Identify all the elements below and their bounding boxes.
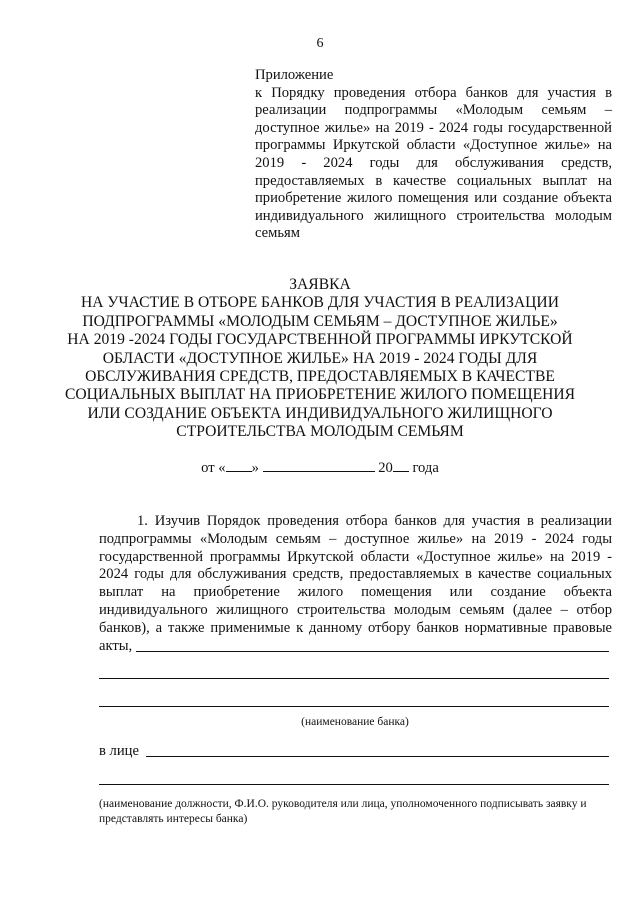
date-suffix: года [412,460,439,476]
document-title [60,276,580,442]
bank-name-caption: (наименование банка) [301,716,409,728]
position-caption: (наименование должности, Ф.И.О. руководителя или лица, уполномоченного подписывать заявку и представлять интересы банка) [99,798,587,825]
title-line: НА 2019 -2024 ГОДЫ ГОСУДАРСТВЕННОЙ ПРОГРАММЫ ИРКУТСКОЙ [67,331,573,349]
month-field[interactable] [263,457,375,472]
represented-by-label: в лице [99,743,139,759]
date-line [0,457,640,477]
appendix-heading: Приложение [255,67,334,83]
bank-name-line-1[interactable] [99,678,609,679]
title-line: ЗАЯВКА [289,276,351,293]
title-line: СТРОИТЕЛЬСТВА МОЛОДЫМ СЕМЬЯМ [176,423,464,441]
appendix-text: к Порядку проведения отбора банков для участия в реализации подпрограммы «Молодым семьям – доступное жилье» на 2019 - 2024 годы государственной программы Иркутской области «Доступное жилье» на 2019 - 2024 годы для обслуживания средств, предоставляемых в качестве социальных выплат на приобретение жилого помещения или создание объекта индивидуального жилищного строительства молодым семьям [255,84,612,242]
day-field[interactable] [226,457,252,472]
appendix-block [255,67,612,243]
representative-line-2[interactable] [99,784,609,785]
bank-name-line-2[interactable] [99,706,609,707]
page-number: 6 [316,36,324,51]
year-field[interactable] [393,457,409,472]
year-prefix: 20 [378,460,393,476]
paragraph-1: 1. Изучив Порядок проведения отбора банков для участия в реализации подпрограммы «Молодым семьям – доступное жилье» на 2019 - 2024 годы государственной программы Иркутской области «Доступное жилье» на 2019 - 2024 годы для обслуживания средств, предоставляемых в качестве социальных выплат на приобретение жилого помещения или создание объекта индивидуального жилищного строительства молодым семьям (далее – отбор банков), а также применимые к данному отбору банков нормативные правовые акты, [99,513,612,654]
title-line: ИЛИ СОЗДАНИЕ ОБЪЕКТА ИНДИВИДУАЛЬНОГО ЖИЛИЩНОГО [87,404,553,422]
title-line: ОБЛАСТИ «ДОСТУПНОЕ ЖИЛЬЕ» НА 2019 - 2024 ГОДЫ ДЛЯ [102,349,538,367]
title-line: НА УЧАСТИЕ В ОТБОРЕ БАНКОВ ДЛЯ УЧАСТИЯ В РЕАЛИЗАЦИИ [81,294,559,312]
title-line: ОБСЛУЖИВАНИЯ СРЕДСТВ, ПРЕДОСТАВЛЯЕМЫХ В КАЧЕСТВЕ [85,368,555,386]
date-quote-close: » [251,460,259,476]
acts-fill-line[interactable] [136,651,609,652]
title-line: ПОДПРОГРАММЫ «МОЛОДЫМ СЕМЬЯМ – ДОСТУПНОЕ ЖИЛЬЕ» [82,312,558,330]
date-prefix: от « [201,460,226,476]
title-line: СОЦИАЛЬНЫХ ВЫПЛАТ НА ПРИОБРЕТЕНИЕ ЖИЛОГО ПОМЕЩЕНИЯ [64,386,576,404]
representative-line-1[interactable] [146,756,609,757]
